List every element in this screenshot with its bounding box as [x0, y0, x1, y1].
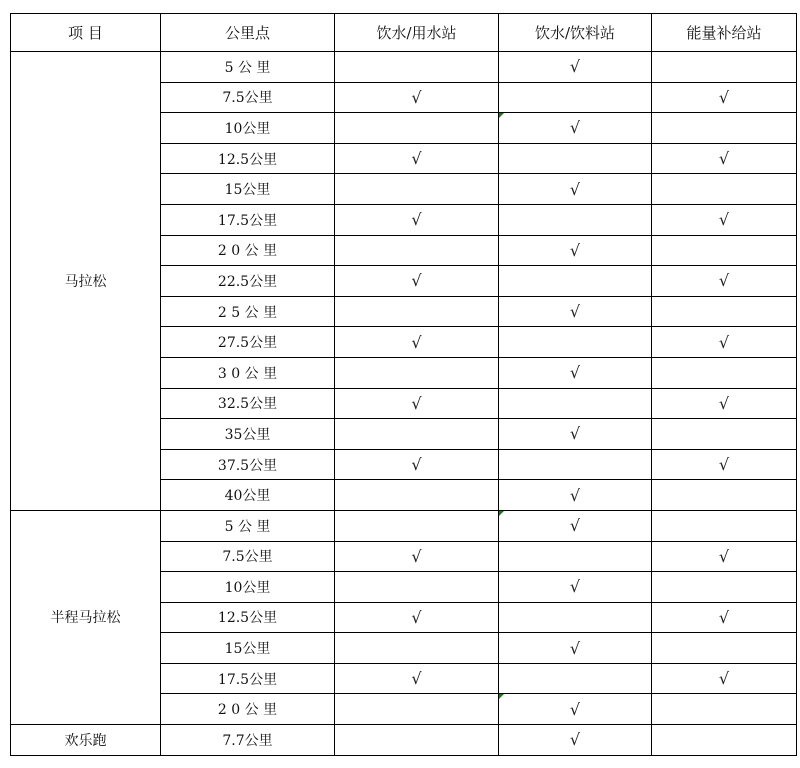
km-point: 35公里 — [161, 419, 335, 450]
km-point: 15公里 — [161, 174, 335, 205]
km-point: 17.5公里 — [161, 663, 335, 694]
energy-station-cell — [652, 663, 797, 694]
check-icon: √ — [569, 240, 581, 260]
check-icon: √ — [569, 638, 581, 658]
water-station-cell — [335, 602, 499, 633]
water-station-cell — [335, 296, 499, 327]
check-icon: √ — [411, 546, 422, 566]
drink-station-cell — [499, 633, 652, 664]
energy-station-cell — [652, 357, 797, 388]
check-icon: √ — [411, 149, 422, 169]
drink-station-cell — [499, 663, 652, 694]
energy-station-cell — [652, 419, 797, 450]
energy-station-cell — [652, 694, 797, 725]
check-icon: √ — [718, 271, 730, 291]
km-point: 10公里 — [161, 113, 335, 144]
check-icon: √ — [718, 210, 730, 230]
water-station-cell — [335, 113, 499, 144]
water-station-cell — [335, 541, 499, 572]
check-icon: √ — [411, 332, 422, 352]
km-point: 10公里 — [161, 572, 335, 603]
drink-station-cell — [499, 694, 652, 725]
water-station-cell — [335, 480, 499, 511]
drink-station-cell — [499, 174, 652, 205]
km-point: 37.5公里 — [161, 449, 335, 480]
km-point: 40公里 — [161, 480, 335, 511]
drink-station-cell — [499, 388, 652, 419]
water-station-cell — [335, 510, 499, 541]
energy-station-cell — [652, 725, 797, 756]
group-name: 马拉松 — [11, 52, 161, 511]
water-station-cell — [335, 572, 499, 603]
km-point: 7.5公里 — [161, 82, 335, 113]
header-drink-station: 饮水/饮料站 — [499, 14, 652, 52]
energy-station-cell — [652, 449, 797, 480]
comment-marker-icon — [499, 511, 504, 516]
check-icon: √ — [569, 516, 581, 536]
energy-station-cell — [652, 143, 797, 174]
drink-station-cell — [499, 572, 652, 603]
group-name: 半程马拉松 — [11, 510, 161, 724]
table-body — [11, 52, 797, 756]
header-row — [11, 14, 797, 52]
km-point: 12.5公里 — [161, 602, 335, 633]
water-station-cell — [335, 235, 499, 266]
energy-station-cell — [652, 602, 797, 633]
energy-station-cell — [652, 633, 797, 664]
energy-station-cell — [652, 572, 797, 603]
energy-station-cell — [652, 541, 797, 572]
check-icon: √ — [569, 485, 581, 505]
check-icon: √ — [411, 455, 422, 475]
check-icon: √ — [718, 607, 730, 627]
table-row — [11, 52, 797, 83]
drink-station-cell — [499, 52, 652, 83]
check-icon: √ — [718, 669, 730, 689]
km-point: 22.5公里 — [161, 266, 335, 297]
energy-station-cell — [652, 235, 797, 266]
water-station-cell — [335, 357, 499, 388]
table-row — [11, 510, 797, 541]
check-icon: √ — [411, 669, 422, 689]
energy-station-cell — [652, 204, 797, 235]
check-icon: √ — [411, 271, 422, 291]
check-icon: √ — [569, 179, 581, 199]
drink-station-cell — [499, 725, 652, 756]
check-icon: √ — [411, 607, 422, 627]
check-icon: √ — [569, 730, 581, 750]
km-point: 32.5公里 — [161, 388, 335, 419]
water-station-cell — [335, 204, 499, 235]
energy-station-cell — [652, 52, 797, 83]
check-icon: √ — [411, 210, 422, 230]
check-icon: √ — [569, 363, 581, 383]
check-icon: √ — [718, 87, 730, 107]
water-station-cell — [335, 327, 499, 358]
check-icon: √ — [718, 546, 730, 566]
drink-station-cell — [499, 113, 652, 144]
group-name: 欢乐跑 — [11, 725, 161, 756]
energy-station-cell — [652, 296, 797, 327]
energy-station-cell — [652, 266, 797, 297]
drink-station-cell — [499, 266, 652, 297]
drink-station-cell — [499, 143, 652, 174]
header-project: 项 目 — [11, 14, 161, 52]
water-station-cell — [335, 82, 499, 113]
energy-station-cell — [652, 82, 797, 113]
drink-station-cell — [499, 480, 652, 511]
km-point: 2 5 公 里 — [161, 296, 335, 327]
check-icon: √ — [718, 149, 730, 169]
water-station-cell — [335, 725, 499, 756]
water-station-cell — [335, 388, 499, 419]
check-icon: √ — [718, 332, 730, 352]
drink-station-cell — [499, 449, 652, 480]
check-icon: √ — [411, 87, 422, 107]
water-station-cell — [335, 663, 499, 694]
check-icon: √ — [569, 118, 581, 138]
drink-station-cell — [499, 296, 652, 327]
km-point: 5 公 里 — [161, 52, 335, 83]
header-water-station: 饮水/用水站 — [335, 14, 499, 52]
water-station-cell — [335, 633, 499, 664]
drink-station-cell — [499, 357, 652, 388]
comment-marker-icon — [499, 113, 504, 118]
drink-station-cell — [499, 82, 652, 113]
header-energy-station: 能量补给站 — [652, 14, 797, 52]
drink-station-cell — [499, 541, 652, 572]
check-icon: √ — [569, 302, 581, 322]
check-icon: √ — [718, 393, 730, 413]
check-icon: √ — [569, 57, 581, 77]
check-icon: √ — [569, 577, 581, 597]
km-point: 5 公 里 — [161, 510, 335, 541]
km-point: 15公里 — [161, 633, 335, 664]
drink-station-cell — [499, 327, 652, 358]
energy-station-cell — [652, 480, 797, 511]
table-row — [11, 725, 797, 756]
water-station-cell — [335, 266, 499, 297]
check-icon: √ — [569, 424, 581, 444]
km-point: 3 0 公 里 — [161, 357, 335, 388]
water-station-cell — [335, 449, 499, 480]
aid-station-table — [10, 13, 797, 756]
km-point: 7.5公里 — [161, 541, 335, 572]
energy-station-cell — [652, 327, 797, 358]
km-point: 7.7公里 — [161, 725, 335, 756]
drink-station-cell — [499, 419, 652, 450]
km-point: 27.5公里 — [161, 327, 335, 358]
km-point: 12.5公里 — [161, 143, 335, 174]
water-station-cell — [335, 419, 499, 450]
km-point: 2 0 公 里 — [161, 235, 335, 266]
check-icon: √ — [718, 455, 730, 475]
energy-station-cell — [652, 174, 797, 205]
water-station-cell — [335, 174, 499, 205]
comment-marker-icon — [499, 694, 504, 699]
drink-station-cell — [499, 602, 652, 633]
header-km-point: 公里点 — [161, 14, 335, 52]
km-point: 17.5公里 — [161, 204, 335, 235]
energy-station-cell — [652, 510, 797, 541]
km-point: 2 0 公 里 — [161, 694, 335, 725]
energy-station-cell — [652, 388, 797, 419]
check-icon: √ — [411, 393, 422, 413]
water-station-cell — [335, 143, 499, 174]
energy-station-cell — [652, 113, 797, 144]
water-station-cell — [335, 694, 499, 725]
drink-station-cell — [499, 235, 652, 266]
drink-station-cell — [499, 204, 652, 235]
drink-station-cell — [499, 510, 652, 541]
check-icon: √ — [569, 699, 581, 719]
water-station-cell — [335, 52, 499, 83]
